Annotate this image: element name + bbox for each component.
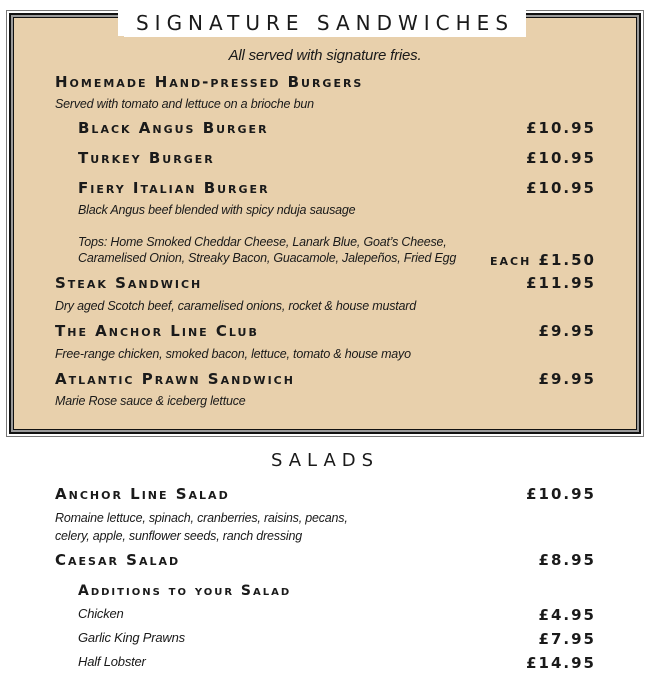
item-name: Turkey Burger <box>78 149 215 167</box>
item-price: £10.95 <box>526 119 596 137</box>
item-name: Steak Sandwich <box>55 274 203 292</box>
tops-line-1: Tops: Home Smoked Cheddar Cheese, Lanark Blue, Goat’s Cheese, <box>78 235 447 249</box>
item-price: £4.95 <box>538 606 596 624</box>
item-name: The Anchor Line Club <box>55 322 259 340</box>
addition-garlic-king-prawns <box>55 630 596 650</box>
atlantic-prawn-description: Marie Rose sauce & iceberg lettuce <box>55 394 246 408</box>
salads-title: SALADS <box>270 450 380 471</box>
tops-row <box>55 251 596 271</box>
item-price: £10.95 <box>526 485 596 503</box>
burgers-heading: Homemade Hand-pressed Burgers <box>55 73 364 91</box>
sandwiches-title: SIGNATURE SANDWICHES <box>124 9 526 37</box>
menu-item-black-angus-burger <box>55 119 596 139</box>
anchor-line-club-description: Free-range chicken, smoked bacon, lettuce, tomato & house mayo <box>55 347 411 361</box>
sandwiches-title-wrap <box>0 9 650 37</box>
menu-item-caesar-salad <box>55 551 596 571</box>
item-price: £11.95 <box>526 274 596 292</box>
item-name: Garlic King Prawns <box>78 630 185 645</box>
addition-chicken <box>55 606 596 626</box>
item-price: £10.95 <box>526 149 596 167</box>
menu-item-anchor-line-salad <box>55 485 596 505</box>
sandwiches-subtitle: All served with signature fries. <box>228 47 422 64</box>
item-price: £7.95 <box>538 630 596 648</box>
addition-half-lobster <box>55 654 596 674</box>
item-name: Fiery Italian Burger <box>78 179 270 197</box>
item-price: £10.95 <box>526 179 596 197</box>
anchor-line-salad-desc-1: Romaine lettuce, spinach, cranberries, raisins, pecans, <box>55 511 348 525</box>
item-name: Atlantic Prawn Sandwich <box>55 370 295 388</box>
item-price: £8.95 <box>538 551 596 569</box>
item-name: Caesar Salad <box>55 551 181 569</box>
anchor-line-salad-desc-2: celery, apple, sunflower seeds, ranch dressing <box>55 529 302 543</box>
menu-item-steak-sandwich <box>55 274 596 294</box>
steak-sandwich-description: Dry aged Scotch beef, caramelised onions, rocket & house mustard <box>55 299 417 313</box>
menu-item-fiery-italian-burger <box>55 179 596 199</box>
menu-item-atlantic-prawn-sandwich <box>55 370 596 390</box>
item-price: £9.95 <box>538 322 596 340</box>
tops-line-2: Caramelised Onion, Streaky Bacon, Guacamole, Jalepeños, Fried Egg <box>78 251 457 265</box>
item-name: Chicken <box>78 606 124 621</box>
tops-price: each £1.50 <box>490 251 596 269</box>
fiery-italian-description: Black Angus beef blended with spicy nduja sausage <box>78 203 356 217</box>
item-name: Half Lobster <box>78 654 146 669</box>
item-name: Anchor Line Salad <box>55 485 230 503</box>
menu-item-anchor-line-club <box>55 322 596 342</box>
item-name: Black Angus Burger <box>78 119 269 137</box>
additions-heading: Additions to your Salad <box>78 583 292 599</box>
item-price: £14.95 <box>526 654 596 672</box>
item-price: £9.95 <box>538 370 596 388</box>
burgers-description: Served with tomato and lettuce on a brioche bun <box>55 97 314 111</box>
menu-item-turkey-burger <box>55 149 596 169</box>
